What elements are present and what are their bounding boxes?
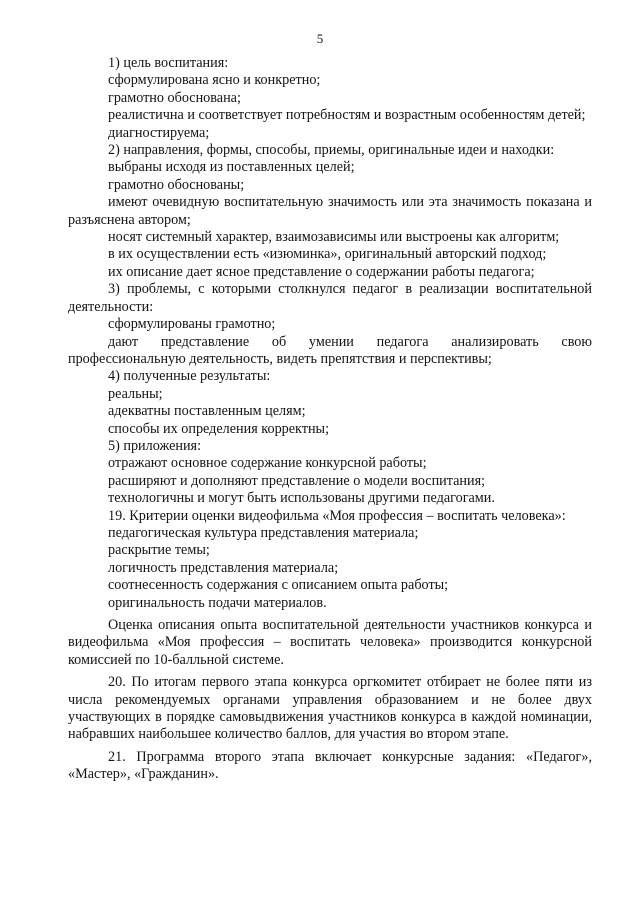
paragraph: раскрытие темы; [108,542,210,559]
paragraph: грамотно обоснованы; [108,176,245,193]
paragraph: педагогическая культура представления материала; [108,524,419,541]
paragraph: Оценка описания опыта воспитательной деятельности участников конкурса и видеофильма «Моя профессия – воспитать человека» производится конкурсной комиссией по 10-балльной системе. [68,617,592,668]
paragraph: дают представление об умении педагога анализировать свою профессиональную деятельность, видеть препятствия и перспективы; [68,333,592,367]
paragraph: в их осуществлении есть «изюминка», оригинальный авторский подход; [108,246,547,263]
paragraph: 2) направления, формы, способы, приемы, оригинальные идеи и находки: [108,142,555,159]
paragraph: выбраны исходя из поставленных целей; [108,159,355,176]
paragraph: технологичны и могут быть использованы другими педагогами. [108,490,495,507]
paragraph: способы их определения корректны; [108,420,330,437]
paragraph: 1) цель воспитания: [108,55,229,71]
paragraph: имеют очевидную воспитательную значимость или эта значимость показана и разъяснена автором; [68,194,592,228]
paragraph: носят системный характер, взаимозависимы или выстроены как алгоритм; [108,229,560,246]
paragraph: соотнесенность содержания с описанием опыта работы; [108,577,449,594]
page-number: 5 [316,31,324,46]
paragraph: их описание дает ясное представление о содержании работы педагога; [108,263,535,280]
paragraph: 4) полученные результаты: [108,368,271,385]
paragraph: расширяют и дополняют представление о модели воспитания; [108,472,486,489]
paragraph: 5) приложения: [108,437,202,454]
paragraph: диагностируема; [108,124,210,141]
paragraph: оригинальность подачи материалов. [108,594,327,611]
paragraph: сформулирована ясно и конкретно; [108,72,321,89]
paragraph: 3) проблемы, с которыми столкнулся педагог в реализации воспитательной деятельности: [68,281,592,315]
paragraph: 21. Программа второго этапа включает конкурсные задания: «Педагог», «Мастер», «Гражданин». [68,748,592,783]
paragraph: 20. По итогам первого этапа конкурса оргкомитет отбирает не более пяти из числа рекомендуемых органами управления образованием и не более двух участвующих в порядке самовыдвижения участников конкурса в каждой номинации, набравших наибольшее количество баллов, для участия во втором этапе. [68,674,592,743]
paragraph: 19. Критерии оценки видеофильма «Моя профессия – воспитать человека»: [108,507,566,524]
paragraph: адекватны поставленным целям; [108,403,306,420]
paragraph: реалистична и соответствует потребностям и возрастным особенностям детей; [108,107,586,124]
paragraph: отражают основное содержание конкурсной работы; [108,455,427,472]
paragraph: реальны; [108,385,163,402]
paragraph: логичность представления материала; [108,559,339,576]
paragraph: грамотно обоснована; [108,89,241,106]
document-body [68,55,592,784]
paragraph: сформулированы грамотно; [108,316,276,333]
